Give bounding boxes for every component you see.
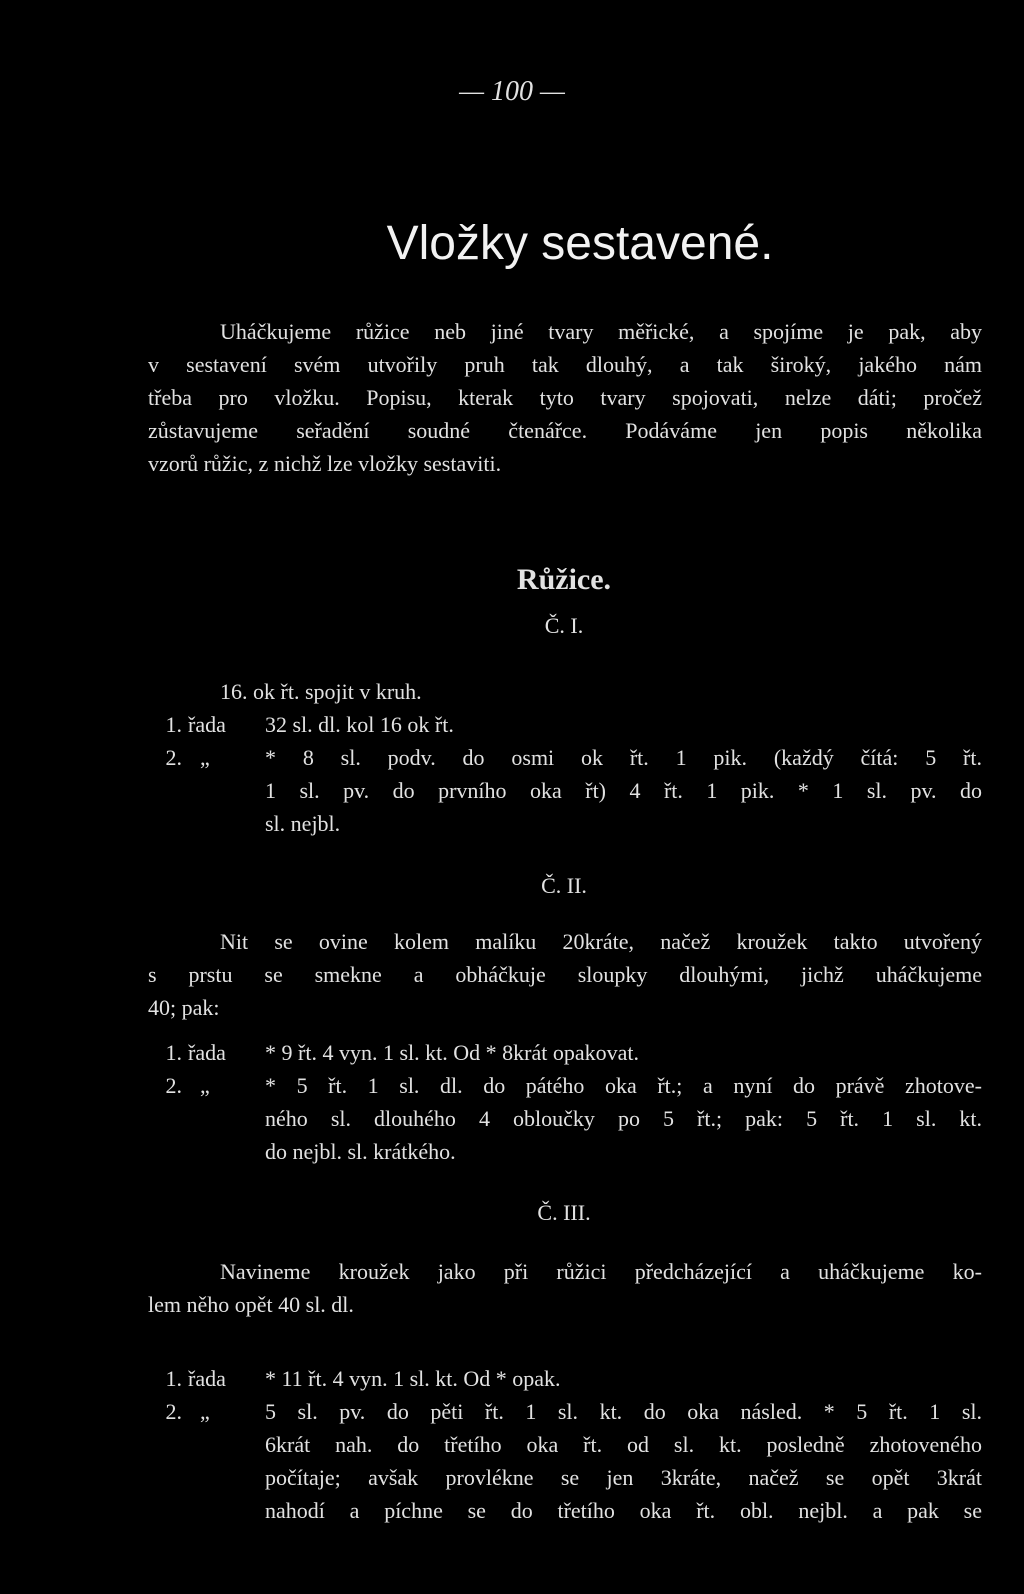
- row-text: [265, 708, 982, 741]
- page-number: — 100 —: [459, 76, 565, 107]
- row-number: 2.: [165, 1073, 182, 1098]
- row-number: 1.: [165, 1040, 182, 1065]
- text-line: nahodí a píchne se do třetího oka řt. obl. nejbl. a pak se: [265, 1498, 982, 1523]
- text-line: 5 sl. pv. do pěti řt. 1 sl. kt. do oka násled. * 5 řt. 1 sl.: [265, 1399, 982, 1424]
- text-line: s prstu se smekne a obháčkuje sloupky dlouhými, jichž uháčkujeme: [148, 962, 982, 987]
- text-line: Navineme kroužek jako při růžici předcházející a uháčkujeme ko-: [220, 1259, 982, 1284]
- row-number: 2.: [165, 1399, 182, 1424]
- text-line: 1 sl. pv. do prvního oka řt) 4 řt. 1 pik. * 1 sl. pv. do: [265, 778, 982, 803]
- text-line: v sestavení svém utvořily pruh tak dlouhý, a tak široký, jakého nám: [148, 352, 982, 377]
- text-line: vzorů růžic, z nichž lze vložky sestaviti.: [148, 451, 502, 476]
- text-line: 32 sl. dl. kol 16 ok řt.: [265, 712, 454, 737]
- text-line: zůstavujeme seřadění soudné čtenářce. Podáváme jen popis několika: [148, 418, 982, 443]
- row-text: [265, 1362, 982, 1395]
- intro-paragraph: [148, 315, 982, 480]
- text-line: Nit se ovine kolem malíku 20kráte, načež kroužek takto utvořený: [220, 929, 982, 954]
- text-line: ného sl. dlouhého 4 obloučky po 5 řt.; pak: 5 řt. 1 sl. kt.: [265, 1106, 982, 1131]
- row-mark: „: [200, 1073, 210, 1098]
- section-intro: [148, 1255, 982, 1321]
- section-label-1: Č. I.: [544, 613, 584, 638]
- text-line: lem něho opět 40 sl. dl.: [148, 1292, 354, 1317]
- text-line: * 8 sl. podv. do osmi ok řt. 1 pik. (každý čítá: 5 řt.: [265, 745, 982, 770]
- text-line: * 9 řt. 4 vyn. 1 sl. kt. Od * 8krát opakovat.: [265, 1040, 639, 1065]
- text-line: Uháčkujeme růžice neb jiné tvary měřické, a spojíme je pak, aby: [220, 319, 982, 344]
- row-text: [265, 1036, 982, 1069]
- row-text: [265, 1069, 982, 1168]
- section-heading: Růžice.: [516, 563, 612, 596]
- row-mark: „: [200, 745, 210, 770]
- text-line: * 5 řt. 1 sl. dl. do pátého oka řt.; a nyní do právě zhotove-: [265, 1073, 982, 1098]
- row-mark: řada: [188, 1040, 226, 1065]
- text-line: 6krát nah. do třetího oka řt. od sl. kt. posledně zhotoveného: [265, 1432, 982, 1457]
- section-intro: [148, 925, 982, 1024]
- page-title: Vložky sestavené.: [386, 217, 774, 270]
- section-label-2: Č. II.: [541, 873, 587, 898]
- text-line: sl. nejbl.: [265, 811, 341, 836]
- text-line: do nejbl. sl. krátkého.: [265, 1139, 456, 1164]
- row-number: 2.: [165, 745, 182, 770]
- row-number: 1.: [165, 1366, 182, 1391]
- section-label-3: Č. III.: [537, 1200, 591, 1225]
- row-mark: řada: [188, 712, 226, 737]
- text-line: třeba pro vložku. Popisu, kterak tyto tvary spojovati, nelze dáti; pročež: [148, 385, 982, 410]
- text-line: 40; pak:: [148, 995, 220, 1020]
- row-text: [265, 1395, 982, 1527]
- row-mark: „: [200, 1399, 210, 1424]
- text-line: * 11 řt. 4 vyn. 1 sl. kt. Od * opak.: [265, 1366, 561, 1391]
- text-line: počítaje; avšak provlékne se jen 3kráte, načež se opět 3krát: [265, 1465, 982, 1490]
- row-number: 1.: [165, 712, 182, 737]
- row-mark: řada: [188, 1366, 226, 1391]
- row-text: [265, 741, 982, 840]
- start-instruction: 16. ok řt. spojit v kruh.: [220, 679, 422, 704]
